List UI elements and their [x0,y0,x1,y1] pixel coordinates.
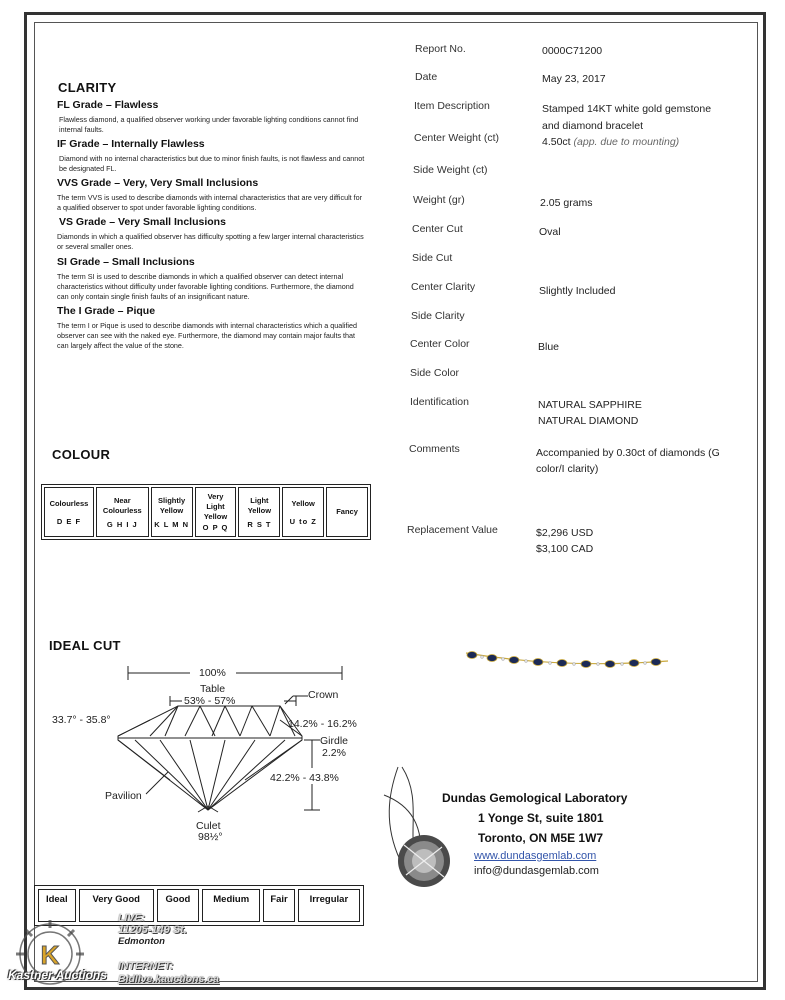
lab-info [442,788,627,879]
clarity-grade-list [57,99,369,351]
watermark-url[interactable]: Bidlive.kauctions.ca [118,973,219,985]
identification-line-2: NATURAL DIAMOND [538,415,639,427]
grade-heading: IF Grade – Internally Flawless [57,138,205,150]
grade-heading: FL Grade – Flawless [57,99,159,111]
grade-if [57,138,369,174]
colour-cell-grades: G H I J [106,519,138,529]
lab-name: Dundas Gemological Laboratory [442,791,628,805]
colour-cell-label: Light Yellow [247,495,272,515]
lab-address-2: Toronto, ON M5E 1W7 [478,831,604,845]
grade-heading: SI Grade – Small Inclusions [57,256,195,268]
watermark-internet-info [118,960,219,986]
label-replacement-value: Replacement Value [407,524,498,536]
crown-height-label: 14.2% - 16.2% [288,718,357,730]
cut-grade-irregular: Irregular [298,889,360,922]
colour-cell-fancy [326,487,368,537]
label-center-cut: Center Cut [412,223,463,235]
colour-cell-label: Yellow [291,498,315,508]
cut-grade-fair: Fair [263,889,294,922]
colour-cell-slightly-yellow [151,487,193,537]
grade-i [57,305,369,351]
colour-cell-yellow [282,487,324,537]
grade-vs [59,216,369,252]
center-weight-note: (app. due to mounting) [573,136,680,148]
watermark-internet-label: INTERNET: [118,960,174,972]
label-side-clarity: Side Clarity [411,310,465,322]
center-weight-value: 4.50ct [542,136,571,148]
bracelet-photo [462,645,672,675]
grade-heading: VVS Grade – Very, Very Small Inclusions [57,177,259,189]
label-comments: Comments [409,443,460,455]
crown-angle-label: 33.7° - 35.8° [52,714,111,726]
value-center-cut: Oval [539,226,561,238]
lab-website-link[interactable]: www.dundasgemlab.com [474,850,597,862]
label-item-description: Item Description [414,100,490,112]
value-report-no: 0000C71200 [542,45,603,57]
watermark-live-label: LIVE: [118,912,145,924]
colour-cell-label: Slightly Yellow [158,495,186,515]
grade-description: Flawless diamond, a qualified observer working under favorable lighting conditions cannot find internal faults. [59,115,359,134]
colour-cell-grades: K L M N [154,519,189,529]
colour-cell-label: Colourless [49,498,89,508]
grade-description: Diamonds in which a qualified observer has difficulty spotting a few larger internal characteristics or several smaller ones. [57,232,364,251]
colour-cell-grades: O P Q [202,523,229,532]
grade-si [57,256,369,302]
grade-description: The term I or Pique is used to describe diamonds with internal characteristics which a qualified observer can see with the naked eye. Furthermore, the diamond may contain major faults that can largely affect the value of the stone. [57,321,358,350]
value-date: May 23, 2017 [542,73,606,85]
value-center-weight [542,134,679,150]
crown-label: Crown [308,689,339,701]
lab-address-1: 1 Yonge St, suite 1801 [478,811,604,825]
colour-title: COLOUR [52,447,111,462]
grade-description: The term SI is used to describe diamonds in which a qualified observer can detect internal characteristics without difficulty under favorable lighting conditions. Furthermore, the diamond can only contain single finish faults of an insignificant nature. [57,272,354,301]
replacement-usd: $2,296 USD [536,527,594,539]
colour-cell-grades: D E F [56,516,82,526]
watermark-city: Edmonton [118,936,165,947]
pavilion-label: Pavilion [105,790,142,802]
colour-cell-grades: R S T [247,519,272,529]
value-weight-gr: 2.05 grams [540,197,593,209]
value-center-color: Blue [538,341,560,353]
grade-vvs [57,177,369,213]
kastner-brand-text: Kastner Auctions [8,968,107,982]
grade-description: The term VVS is used to describe diamonds with internal characteristics that are very difficult for a qualified observer to spot under favorable lighting conditions. [57,193,363,212]
label-identification: Identification [410,396,469,408]
label-date: Date [415,71,438,83]
label-side-weight: Side Weight (ct) [413,164,488,176]
culet-label: Culet [196,820,221,832]
label-weight-gr: Weight (gr) [413,194,465,206]
label-center-color: Center Color [410,338,470,350]
label-side-color: Side Color [410,367,460,379]
colour-cell-light-yellow [238,487,280,537]
total-width-label: 100% [199,667,226,679]
kastner-auctions-logo [6,918,110,992]
pavilion-depth-label: 42.2% - 43.8% [270,772,339,784]
ideal-cut-title: IDEAL CUT [49,638,121,653]
colour-cell-label: Very Light Yellow [203,492,228,521]
watermark-street: 11205-149 St. [118,924,187,936]
watermark-live-info [118,912,187,948]
girdle-pct-label: 2.2% [322,747,346,759]
grade-fl [57,99,369,135]
replacement-cad: $3,100 CAD [536,543,594,555]
label-report-no: Report No. [415,43,466,55]
cut-grade-good: Good [157,889,199,922]
value-comments: Accompanied by 0.30ct of diamonds (G color/I clarity) [536,447,720,475]
value-replacement [536,525,593,557]
table-range-label: 53% - 57% [184,695,236,707]
colour-cell-near-colourless [96,487,149,537]
value-item-description: Stamped 14KT white gold gemstone and diamond bracelet [542,103,712,132]
identification-line-1: NATURAL SAPPHIRE [538,399,642,411]
colour-scale-table [41,484,371,540]
cut-grade-medium: Medium [202,889,260,922]
table-label: Table [200,683,226,695]
colour-cell-label: Near Colourless [102,495,142,515]
diamond-diagram [40,660,380,850]
culet-angle-label: 98½° [198,831,223,843]
colour-cell-very-light-yellow [195,487,237,537]
grade-heading: The I Grade – Pique [57,305,156,317]
label-center-clarity: Center Clarity [411,281,476,293]
label-center-weight: Center Weight (ct) [414,132,499,144]
clarity-title: CLARITY [58,80,117,95]
colour-cell-grades: U to Z [289,516,317,526]
girdle-label: Girdle [320,735,349,747]
lab-email: info@dundasgemlab.com [474,865,599,877]
grade-heading: VS Grade – Very Small Inclusions [59,216,226,228]
cut-grade-ideal: Ideal [38,889,76,922]
colour-cell-colourless [44,487,94,537]
cut-grade-very-good: Very Good [79,889,154,922]
colour-cell-label: Fancy [336,507,358,516]
value-center-clarity: Slightly Included [539,285,616,297]
label-side-cut: Side Cut [412,252,453,264]
value-identification [538,397,642,429]
grade-description: Diamond with no internal characteristics but due to minor finish faults, is not flawless and cannot be designated FL. [59,154,365,173]
svg-text:K: K [40,940,60,970]
